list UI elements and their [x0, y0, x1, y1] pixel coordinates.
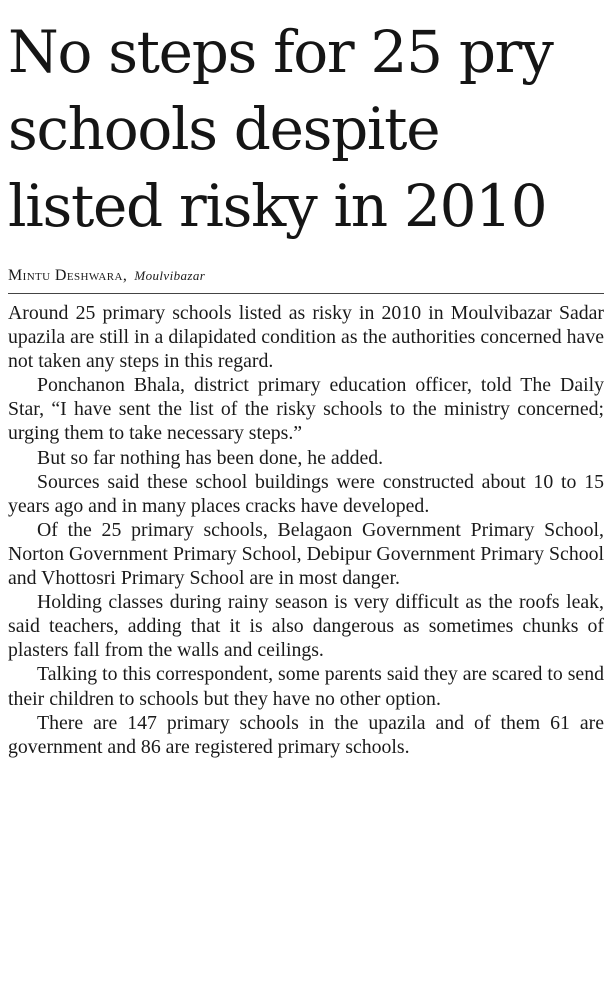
headline: No steps for 25 pry schools despite listed risky in 2010: [8, 18, 553, 240]
byline-author: Mintu Deshwara,: [8, 267, 128, 284]
paragraph: Of the 25 primary schools, Belagaon Government Primary School, Norton Government Primary School, Debipur Government Primary School and Vhottosri Primary School are in most danger.: [8, 518, 604, 590]
paragraph: Talking to this correspondent, some parents said they are scared to send their children to schools but they have no other option.: [8, 663, 604, 710]
paragraph: Sources said these school buildings were constructed about 10 to 15 years ago and in many places cracks have developed.: [8, 470, 604, 517]
paragraph: Around 25 primary schools listed as risky in 2010 in Moulvibazar Sadar upazila are still in a dilapidated condition as the authorities concerned have not taken any steps in this regard.: [8, 302, 604, 373]
paragraph: There are 147 primary schools in the upazila and of them 61 are government and 86 are registered primary schools.: [8, 711, 604, 758]
paragraph: Ponchanon Bhala, district primary education officer, told The Daily Star, “I have sent the list of the risky schools to the ministry concerned; urging them to take necessary steps.”: [8, 374, 604, 445]
paragraph: But so far nothing has been done, he added.: [37, 446, 384, 469]
article-body: [8, 301, 604, 759]
byline-location: Moulvibazar: [134, 268, 206, 283]
byline: [8, 267, 604, 285]
paragraph: Holding classes during rainy season is very difficult as the roofs leak, said teachers, adding that it is also dangerous as sometimes chunks of plasters fall from the walls and ceilings.: [8, 591, 604, 662]
byline-divider: [8, 293, 604, 294]
